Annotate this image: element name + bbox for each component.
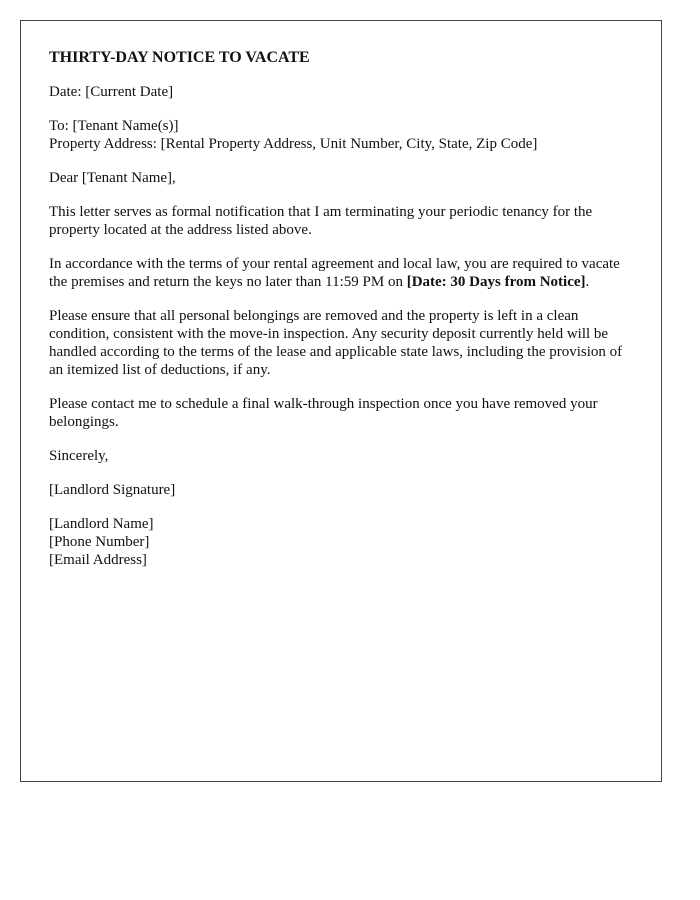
contact-block [49, 515, 634, 569]
vacate-deadline-paragraph [49, 255, 634, 291]
salutation: Dear [Tenant Name], [49, 170, 176, 186]
termination-paragraph: This letter serves as formal notification that I am terminating your periodic tenancy for the property located at the address listed above. [49, 204, 593, 238]
deadline-period: . [585, 274, 590, 290]
date-line: Date: [Current Date] [49, 84, 174, 100]
document-title: THIRTY-DAY NOTICE TO VACATE [49, 49, 310, 66]
recipient-block [49, 117, 634, 153]
signature: [Landlord Signature] [49, 482, 176, 498]
property-address-line: Property Address: [Rental Property Address, Unit Number, City, State, Zip Code] [49, 136, 538, 152]
email-address: [Email Address] [49, 552, 147, 568]
deadline-date: [Date: 30 Days from Notice] [406, 274, 586, 290]
phone-number: [Phone Number] [49, 534, 150, 550]
walkthrough-paragraph: Please contact me to schedule a final walk-through inspection once you have removed your belongings. [49, 396, 598, 430]
landlord-name: [Landlord Name] [49, 516, 154, 532]
deadline-text: In accordance with the terms of your rental agreement and local law, you are required to vacate the premises and return the keys no later than 11:59 PM on [49, 256, 620, 290]
tenant-line: To: [Tenant Name(s)] [49, 118, 179, 134]
closing: Sincerely, [49, 448, 109, 464]
notice-document [20, 20, 662, 782]
deposit-paragraph: Please ensure that all personal belongings are removed and the property is left in a clean condition, consistent with the move-in inspection. Any security deposit currently held will be handled according to the terms of the lease and applicable state laws, including the provision of an itemized list of deductions, if any. [49, 308, 623, 378]
